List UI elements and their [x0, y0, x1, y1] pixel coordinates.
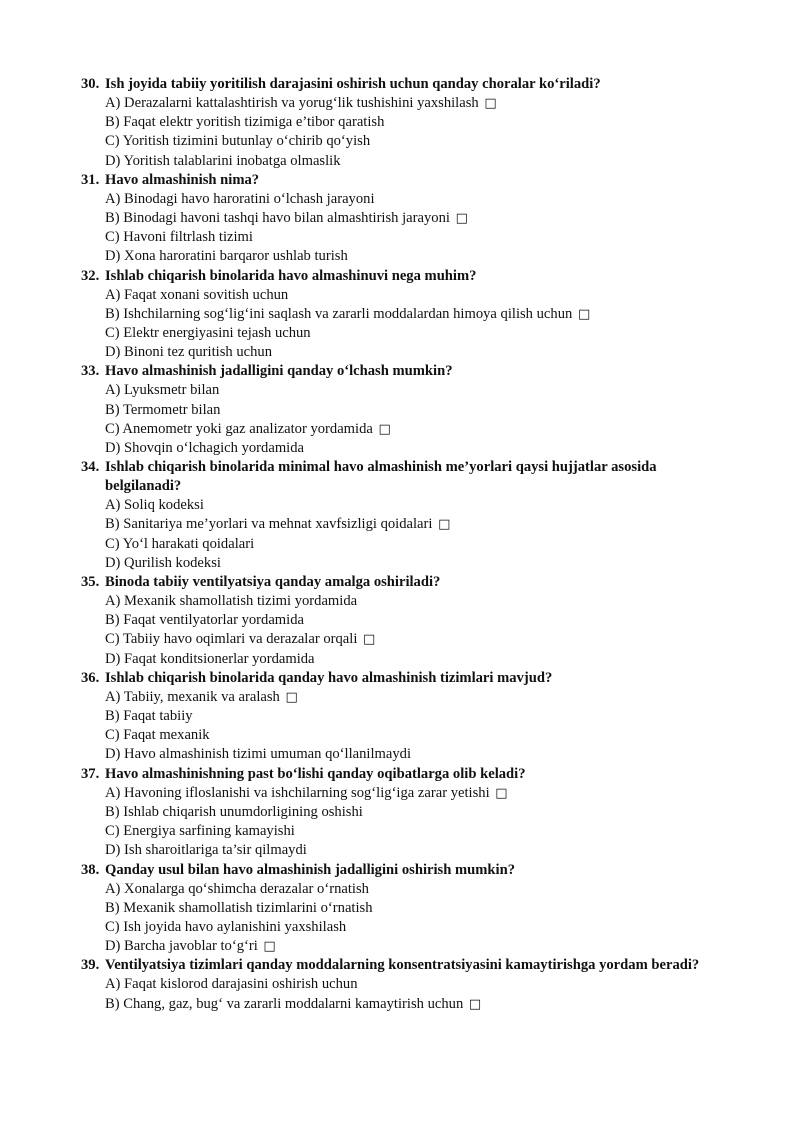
correct-answer-marker-icon: □	[484, 96, 497, 111]
answer-option-text: A) Tabiiy, mexanik va aralash	[105, 688, 280, 705]
answer-option-text: C) Tabiiy havo oqimlari va derazalar orqali	[105, 631, 358, 648]
question-number: 31.	[81, 171, 100, 188]
answer-option-text: C) Yoritish tizimini butunlay o‘chirib qo‘yish	[105, 133, 371, 150]
answer-option	[105, 152, 730, 171]
answer-option	[105, 650, 730, 669]
question-heading	[81, 765, 730, 784]
answer-option-text: C) Ish joyida havo aylanishini yaxshilash	[105, 918, 347, 935]
correct-answer-marker-icon: □	[263, 939, 276, 955]
question-heading	[81, 458, 730, 496]
question-text: Ishlab chiqarish binolarida havo almashinuvi nega muhim?	[105, 267, 477, 284]
answer-option-text: D) Shovqin o‘lchagich yordamida	[105, 440, 304, 457]
question-text: Ventilyatsiya tizimlari qanday moddalarning konsentratsiyasini kamaytirishga yordam beradi?	[105, 957, 700, 974]
question-block	[81, 573, 730, 669]
answer-option-text: B) Faqat tabiiy	[105, 708, 193, 725]
answer-option-text: A) Xonalarga qo‘shimcha derazalar o‘rnatish	[105, 880, 369, 897]
question-text: Binoda tabiiy ventilyatsiya qanday amalga oshiriladi?	[105, 574, 441, 591]
answer-option-text: B) Mexanik shamollatish tizimlarini o‘rnatish	[105, 899, 373, 916]
question-block	[81, 956, 730, 1013]
answer-option-text: B) Termometr bilan	[105, 401, 221, 418]
question-heading	[81, 573, 730, 592]
answer-option	[105, 515, 730, 534]
question-block	[81, 861, 730, 957]
question-number: 35.	[81, 574, 100, 591]
question-block	[81, 171, 730, 267]
question-number: 37.	[81, 765, 100, 782]
question-heading	[81, 362, 730, 381]
answer-option	[105, 611, 730, 630]
answer-option-text: C) Elektr energiyasini tejash uchun	[105, 325, 311, 342]
answer-option	[105, 899, 730, 918]
answer-option	[105, 937, 730, 956]
answer-option	[105, 420, 730, 439]
answer-option	[105, 630, 730, 649]
answer-option-text: C) Energiya sarfining kamayishi	[105, 823, 295, 840]
answer-option	[105, 554, 730, 573]
answer-option-text: C) Faqat mexanik	[105, 727, 210, 744]
correct-answer-marker-icon: □	[438, 517, 451, 533]
answer-option-text: B) Ishchilarning sog‘lig‘ini saqlash va zararli moddalardan himoya qilish uchun	[105, 305, 573, 322]
answer-option-text: C) Anemometr yoki gaz analizator yordamida	[105, 420, 373, 437]
answer-option	[105, 880, 730, 899]
answer-option	[105, 132, 730, 151]
answer-option-text: B) Faqat ventilyatorlar yordamida	[105, 612, 304, 629]
answer-option-text: D) Yoritish talablarini inobatga olmaslik	[105, 152, 341, 169]
answer-option	[105, 918, 730, 937]
correct-answer-marker-icon: □	[577, 306, 591, 322]
answer-option	[105, 439, 730, 458]
question-block	[81, 458, 730, 573]
answer-option	[105, 401, 730, 420]
correct-answer-marker-icon: □	[455, 211, 468, 227]
answer-option-text: D) Faqat konditsionerlar yordamida	[105, 650, 315, 667]
answer-option-text: A) Faqat kislorod darajasini oshirish uchun	[105, 976, 358, 993]
question-number: 36.	[81, 669, 100, 686]
question-number: 34.	[81, 459, 100, 476]
answer-option	[105, 94, 730, 113]
answer-option	[105, 803, 730, 822]
question-text: Ishlab chiqarish binolarida minimal havo almashinish me’yorlari qaysi hujjatlar asosida belgilanadi?	[105, 459, 657, 495]
answer-option-text: D) Barcha javoblar to‘g‘ri	[105, 938, 258, 955]
answer-option-text: A) Havoning ifloslanishi va ishchilarning sog‘lig‘iga zarar yetishi	[105, 784, 490, 801]
correct-answer-marker-icon: □	[468, 996, 482, 1012]
answer-option	[105, 688, 730, 707]
answer-option	[105, 726, 730, 745]
question-text: Ishlab chiqarish binolarida qanday havo almashinish tizimlari mavjud?	[105, 669, 553, 686]
question-block	[81, 267, 730, 363]
question-list	[81, 75, 730, 1014]
answer-option	[105, 841, 730, 860]
answer-option-text: D) Qurilish kodeksi	[105, 554, 221, 571]
question-number: 32.	[81, 267, 100, 284]
question-block	[81, 765, 730, 861]
answer-option-text: D) Xona haroratini barqaror ushlab turish	[105, 248, 348, 265]
answer-option	[105, 784, 730, 803]
answer-option-text: D) Ish sharoitlariga ta’sir qilmaydi	[105, 842, 307, 859]
answer-option-text: A) Mexanik shamollatish tizimi yordamida	[105, 593, 358, 610]
answer-option	[105, 286, 730, 305]
answer-option	[105, 745, 730, 764]
answer-option	[105, 305, 730, 324]
answer-option-text: A) Soliq kodeksi	[105, 497, 204, 514]
correct-answer-marker-icon: □	[378, 421, 391, 437]
correct-answer-marker-icon: □	[495, 785, 508, 801]
answer-option-text: B) Sanitariya me’yorlari va mehnat xavfsizligi qoidalari	[105, 516, 433, 533]
question-number: 30.	[81, 76, 100, 92]
answer-option	[105, 496, 730, 515]
answer-option-text: C) Yo‘l harakati qoidalari	[105, 535, 255, 552]
answer-option	[105, 381, 730, 400]
answer-option	[105, 324, 730, 343]
question-block	[81, 75, 730, 171]
answer-option	[105, 995, 730, 1014]
answer-option-text: A) Lyuksmetr bilan	[105, 382, 220, 399]
answer-option-text: B) Binodagi havoni tashqi havo bilan almashtirish jarayoni	[105, 210, 450, 227]
question-heading	[81, 956, 730, 975]
question-number: 38.	[81, 861, 100, 878]
question-text: Havo almashinishning past bo‘lishi qanday oqibatlarga olib keladi?	[105, 765, 526, 782]
answer-option	[105, 228, 730, 247]
answer-option-text: B) Ishlab chiqarish unumdorligining oshishi	[105, 803, 363, 820]
answer-option-text: A) Binodagi havo haroratini o‘lchash jarayoni	[105, 190, 375, 207]
question-text: Qanday usul bilan havo almashinish jadalligini oshirish mumkin?	[105, 861, 515, 878]
answer-option	[105, 190, 730, 209]
question-heading	[81, 861, 730, 880]
question-heading	[81, 75, 730, 94]
answer-option-text: D) Binoni tez quritish uchun	[105, 344, 272, 361]
answer-option-text: C) Havoni filtrlash tizimi	[105, 229, 253, 246]
answer-option-text: B) Faqat elektr yoritish tizimiga e’tibor qaratish	[105, 114, 385, 131]
question-block	[81, 362, 730, 458]
question-text: Havo almashinish jadalligini qanday o‘lchash mumkin?	[105, 363, 453, 380]
answer-option	[105, 975, 730, 994]
answer-option	[105, 535, 730, 554]
question-heading	[81, 669, 730, 688]
answer-option	[105, 247, 730, 266]
answer-option-text: B) Chang, gaz, bug‘ va zararli moddalarni kamaytirish uchun	[105, 995, 464, 1012]
answer-option	[105, 343, 730, 362]
question-number: 39.	[81, 957, 100, 974]
question-heading	[81, 267, 730, 286]
answer-option	[105, 209, 730, 228]
answer-option	[105, 822, 730, 841]
answer-option	[105, 707, 730, 726]
question-heading	[81, 171, 730, 190]
answer-option-text: D) Havo almashinish tizimi umuman qo‘llanilmaydi	[105, 746, 412, 763]
answer-option-text: A) Derazalarni kattalashtirish va yorug‘lik tushishini yaxshilash	[105, 95, 479, 111]
question-number: 33.	[81, 363, 100, 380]
correct-answer-marker-icon: □	[285, 689, 298, 705]
correct-answer-marker-icon: □	[363, 632, 376, 648]
answer-option	[105, 592, 730, 611]
answer-option-text: A) Faqat xonani sovitish uchun	[105, 286, 289, 303]
question-block	[81, 669, 730, 765]
question-text: Ish joyida tabiiy yoritilish darajasini oshirish uchun qanday choralar ko‘riladi?	[105, 76, 601, 92]
question-text: Havo almashinish nima?	[105, 171, 260, 188]
answer-option	[105, 113, 730, 132]
